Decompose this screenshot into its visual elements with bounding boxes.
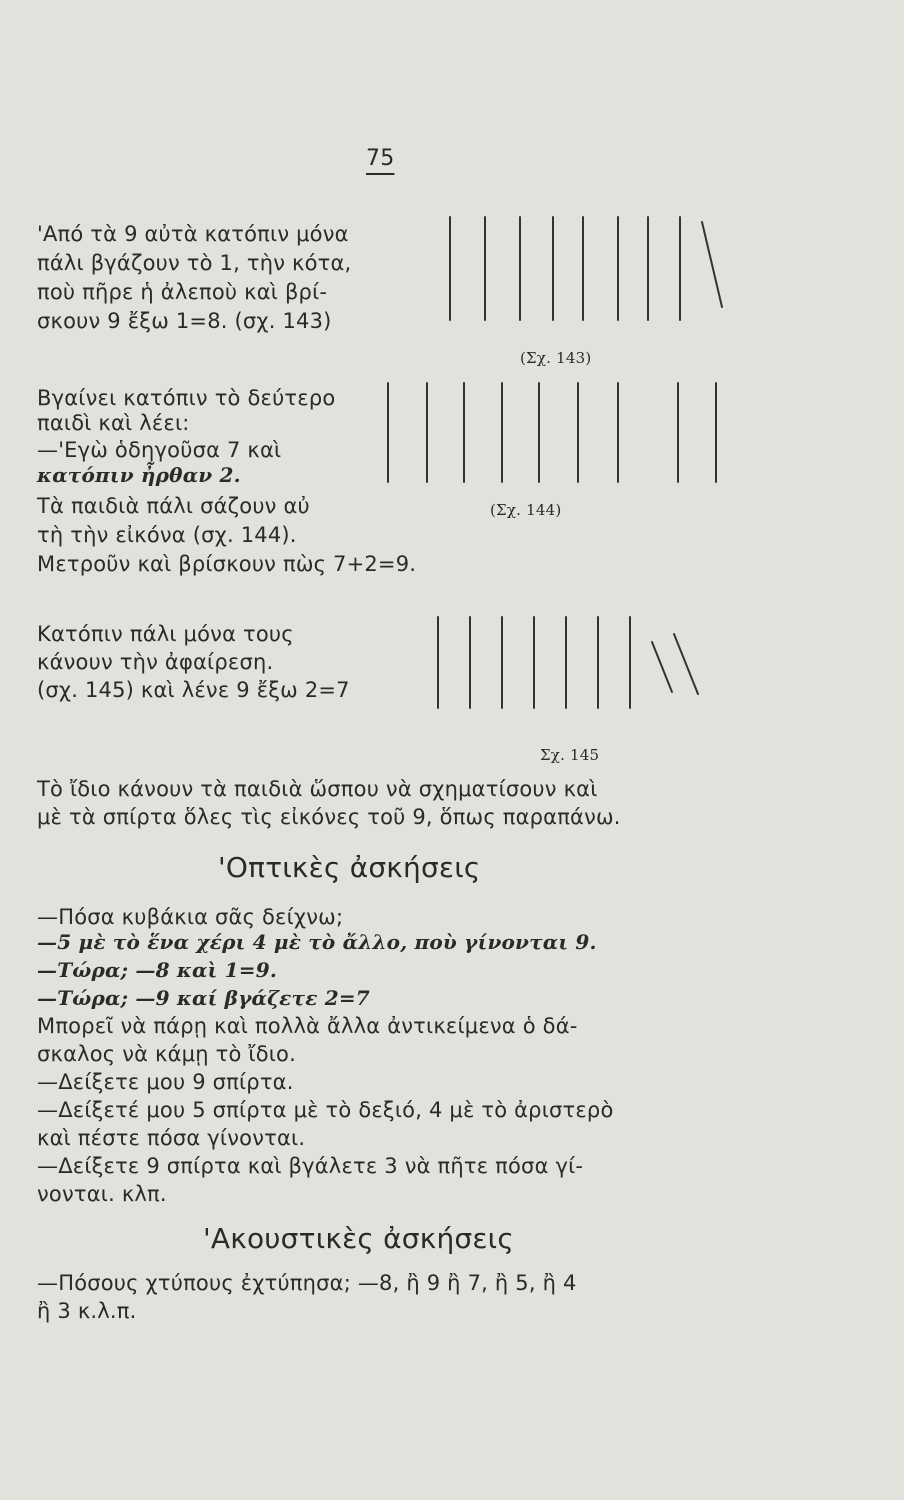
text-line: κάνουν τὴν ἀφαίρεση. [37,650,274,674]
figure-143-matchsticks [440,212,730,327]
text-line-bold: —Τώρα; —8 καὶ 1=9. [37,958,278,982]
matchstick-crossed-out [702,222,722,307]
text-line: μὲ τὰ σπίρτα ὅλες τὶς εἰκόνες τοῦ 9, ὅπως παραπάνω. [37,805,621,829]
text-line: σκουν 9 ἔξω 1=8. (σχ. 143) [37,309,332,333]
figure-144-matchsticks [380,378,725,490]
text-line: Μπορεῖ νὰ πάρῃ καὶ πολλὰ ἄλλα ἀντικείμενα ὁ δά- [37,1014,578,1038]
section-heading-optical: 'Οπτικὲς ἀσκήσεις [218,851,481,884]
text-line: καὶ πέστε πόσα γίνονται. [37,1126,306,1150]
text-line: —Πόσα κυβάκια σᾶς δείχνω; [37,905,344,929]
text-line-bold: κατόπιν ἦρθαν 2. [37,463,241,487]
text-line: 'Από τὰ 9 αὐτὰ κατόπιν μόνα [37,222,349,246]
text-line: Τὰ παιδιὰ πάλι σάζουν αὐ [37,494,310,518]
text-line: —Δείξετε 9 σπίρτα καὶ βγάλετε 3 νὰ πῆτε πόσα γί- [37,1154,584,1178]
text-line: σκαλος νὰ κάμῃ τὸ ἴδιο. [37,1042,296,1066]
text-line: παιδὶ καὶ λέει: [37,411,190,435]
figure-caption-145: Σχ. 145 [540,746,600,764]
text-line: —Δείξετέ μου 5 σπίρτα μὲ τὸ δεξιό, 4 μὲ τὸ ἀριστερὸ [37,1098,614,1122]
text-line: ποὺ πῆρε ἡ ἀλεποὺ καὶ βρί- [37,280,328,304]
text-line: τὴ τὴν εἰκόνα (σχ. 144). [37,523,297,547]
matchstick-crossed-out [674,634,698,694]
figure-145-matchsticks [430,612,710,714]
text-line: —Πόσους χτύπους ἐχτύπησα; —8, ἢ 9 ἢ 7, ἢ 5, ἢ 4 [37,1271,577,1295]
text-line: πάλι βγάζουν τὸ 1, τὴν κότα, [37,251,352,275]
text-line: —'Εγὼ ὁδηγοῦσα 7 καὶ [37,438,282,462]
page-number: 75 [366,146,395,171]
text-line: Τὸ ἴδιο κάνουν τὰ παιδιὰ ὥσπου νὰ σχηματίσουν καὶ [37,777,598,801]
text-line-bold: —Τώρα; —9 καί βγάζετε 2=7 [37,986,370,1010]
section-heading-acoustic: 'Ακουστικὲς ἀσκήσεις [203,1222,514,1255]
text-line-bold: —5 μὲ τὸ ἕνα χέρι 4 μὲ τὸ ἄλλο, ποὺ γίνονται 9. [37,930,597,954]
figure-caption-144: (Σχ. 144) [490,501,562,519]
matchstick-crossed-out [652,642,672,692]
text-line: νονται. κλπ. [37,1182,167,1206]
text-line: —Δείξετε μου 9 σπίρτα. [37,1070,294,1094]
text-line: Κατόπιν πάλι μόνα τους [37,622,294,646]
text-line: Βγαίνει κατόπιν τὸ δεύτερο [37,386,336,410]
text-line: (σχ. 145) καὶ λένε 9 ἔξω 2=7 [37,678,350,702]
figure-caption-143: (Σχ. 143) [520,349,592,367]
text-line: ἢ 3 κ.λ.π. [37,1299,137,1323]
text-line: Μετροῦν καὶ βρίσκουν πὼς 7+2=9. [37,552,417,576]
